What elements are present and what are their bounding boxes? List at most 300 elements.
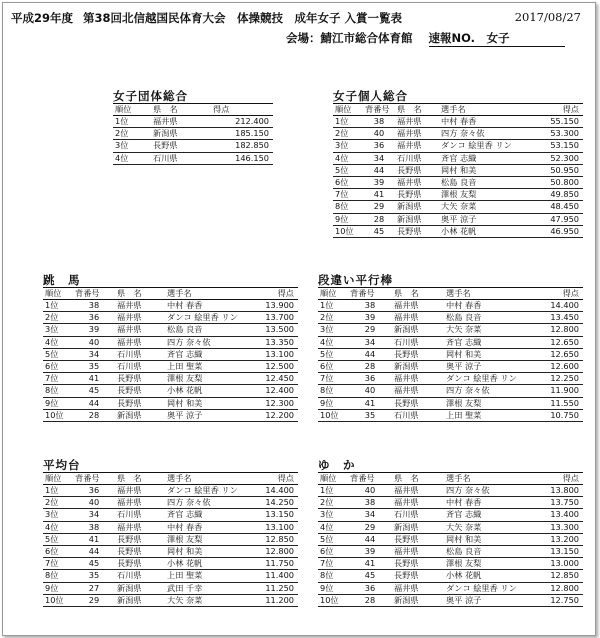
pref-cell: 福井県 bbox=[395, 177, 439, 189]
pref-cell: 福井県 bbox=[392, 546, 444, 558]
athlete-cell: 中村 春香 bbox=[165, 521, 253, 533]
score-cell: 13.200 bbox=[536, 533, 583, 545]
table-row bbox=[43, 348, 298, 360]
score-cell: 13.900 bbox=[253, 300, 298, 312]
col-rank: 順位 bbox=[43, 288, 73, 300]
pref-cell: 石川県 bbox=[115, 348, 165, 360]
score-cell: 12.650 bbox=[536, 348, 583, 360]
col-score: 得点 bbox=[536, 288, 583, 300]
rank-cell: 2位 bbox=[318, 497, 348, 509]
athlete-cell: 上田 聖菜 bbox=[165, 361, 253, 373]
bars-title: 段違い平行棒 bbox=[318, 273, 583, 288]
col-rank: 順位 bbox=[43, 473, 73, 485]
table-row bbox=[43, 300, 298, 312]
athlete-cell: 四方 奈々依 bbox=[165, 336, 253, 348]
athlete-cell: 斉官 志織 bbox=[165, 509, 253, 521]
score-cell: 55.150 bbox=[537, 116, 583, 128]
col-bib: 背番号 bbox=[73, 473, 115, 485]
rank-cell: 9位 bbox=[318, 582, 348, 594]
rank-cell: 3位 bbox=[318, 324, 348, 336]
table-row bbox=[333, 140, 583, 152]
pref-cell: 福井県 bbox=[115, 300, 165, 312]
bib-cell: 44 bbox=[73, 546, 115, 558]
rank-cell: 8位 bbox=[43, 570, 73, 582]
bib-cell: 39 bbox=[73, 324, 115, 336]
score-cell: 13.150 bbox=[253, 509, 298, 521]
bib-cell: 40 bbox=[73, 336, 115, 348]
athlete-cell: 澤根 友梨 bbox=[444, 397, 536, 409]
table-row bbox=[318, 300, 583, 312]
rank-cell: 10位 bbox=[43, 409, 73, 421]
bib-cell: 44 bbox=[73, 397, 115, 409]
bib-cell: 28 bbox=[73, 409, 115, 421]
score-cell: 11.250 bbox=[253, 582, 298, 594]
bib-cell: 34 bbox=[73, 348, 115, 360]
bib-cell: 41 bbox=[363, 189, 395, 201]
athlete-cell: 大矢 奈菜 bbox=[439, 201, 537, 213]
rank-cell: 4位 bbox=[333, 152, 363, 164]
team-rows bbox=[113, 116, 273, 165]
bib-cell: 36 bbox=[73, 312, 115, 324]
table-row bbox=[43, 546, 298, 558]
col-pref: 県 名 bbox=[392, 288, 444, 300]
rank-cell: 4位 bbox=[43, 336, 73, 348]
rank-cell: 4位 bbox=[318, 521, 348, 533]
individual-table bbox=[333, 104, 583, 238]
team-table bbox=[113, 104, 273, 165]
pref-cell: 長野県 bbox=[115, 397, 165, 409]
bib-cell: 40 bbox=[348, 385, 392, 397]
table-row bbox=[333, 164, 583, 176]
bib-cell: 39 bbox=[348, 312, 392, 324]
pref-cell: 長野県 bbox=[115, 385, 165, 397]
rank-cell: 5位 bbox=[318, 533, 348, 545]
bib-cell: 38 bbox=[348, 497, 392, 509]
table-row bbox=[43, 509, 298, 521]
score-cell: 12.850 bbox=[536, 570, 583, 582]
rank-cell: 4位 bbox=[113, 152, 151, 164]
rank-cell: 6位 bbox=[43, 361, 73, 373]
athlete-cell: 大矢 奈菜 bbox=[165, 594, 253, 606]
pref-cell: 石川県 bbox=[392, 336, 444, 348]
bib-cell: 38 bbox=[73, 300, 115, 312]
table-row bbox=[318, 324, 583, 336]
col-pref: 県 名 bbox=[395, 104, 439, 116]
athlete-cell: 奥平 涼子 bbox=[444, 361, 536, 373]
bib-cell: 34 bbox=[73, 509, 115, 521]
pref-cell: 長野県 bbox=[395, 225, 439, 237]
table-row bbox=[318, 409, 583, 421]
pref-cell: 石川県 bbox=[392, 409, 444, 421]
table-row bbox=[43, 409, 298, 421]
score-cell: 11.550 bbox=[536, 397, 583, 409]
athlete-cell: 小林 花帆 bbox=[444, 570, 536, 582]
bars-section bbox=[318, 273, 583, 422]
col-bib: 背番号 bbox=[363, 104, 395, 116]
table-row bbox=[43, 497, 298, 509]
bib-cell: 38 bbox=[348, 300, 392, 312]
rank-cell: 1位 bbox=[318, 485, 348, 497]
pref-cell: 新潟県 bbox=[392, 521, 444, 533]
pref-cell: 石川県 bbox=[115, 570, 165, 582]
athlete-cell: 武田 千幸 bbox=[165, 582, 253, 594]
table-row bbox=[318, 582, 583, 594]
bars-header-row bbox=[318, 288, 583, 300]
rank-cell: 10位 bbox=[43, 594, 73, 606]
score-cell: 13.700 bbox=[253, 312, 298, 324]
bib-cell: 36 bbox=[348, 373, 392, 385]
athlete-cell: 四方 奈々依 bbox=[444, 385, 536, 397]
bib-cell: 44 bbox=[348, 348, 392, 360]
pref-cell: 新潟県 bbox=[115, 409, 165, 421]
pref-cell: 福井県 bbox=[392, 582, 444, 594]
pref-cell: 福井県 bbox=[115, 485, 165, 497]
pref-cell: 長野県 bbox=[392, 348, 444, 360]
individual-title: 女子個人総合 bbox=[333, 89, 583, 104]
athlete-cell: 中村 春香 bbox=[444, 497, 536, 509]
athlete-cell: 澤根 友梨 bbox=[444, 558, 536, 570]
floor-section bbox=[318, 458, 583, 607]
results-sheet bbox=[2, 2, 596, 636]
score-cell: 52.300 bbox=[537, 152, 583, 164]
athlete-cell: 小林 花帆 bbox=[439, 225, 537, 237]
score-cell: 12.800 bbox=[536, 324, 583, 336]
athlete-cell: 岡村 和美 bbox=[444, 348, 536, 360]
rank-cell: 1位 bbox=[333, 116, 363, 128]
bib-cell: 41 bbox=[73, 533, 115, 545]
beam-section bbox=[43, 458, 298, 607]
bib-cell: 29 bbox=[73, 594, 115, 606]
table-row bbox=[43, 521, 298, 533]
score-cell: 14.250 bbox=[253, 497, 298, 509]
bib-cell: 38 bbox=[73, 521, 115, 533]
athlete-cell: ダンコ 絵里香 リン bbox=[165, 485, 253, 497]
athlete-cell: 岡村 和美 bbox=[165, 397, 253, 409]
bars-rows bbox=[318, 300, 583, 422]
pref-cell: 福井県 bbox=[392, 312, 444, 324]
header-year: 平成29年度 bbox=[11, 11, 74, 25]
athlete-cell: 岡村 和美 bbox=[444, 533, 536, 545]
bib-cell: 29 bbox=[348, 324, 392, 336]
table-row bbox=[113, 128, 273, 140]
score-cell: 13.150 bbox=[536, 546, 583, 558]
rank-cell: 6位 bbox=[318, 546, 348, 558]
score-cell: 53.300 bbox=[537, 128, 583, 140]
score-cell: 12.650 bbox=[536, 336, 583, 348]
bib-cell: 35 bbox=[348, 409, 392, 421]
col-rank: 順位 bbox=[113, 104, 151, 116]
score-cell: 12.750 bbox=[536, 594, 583, 606]
rank-cell: 8位 bbox=[318, 570, 348, 582]
rank-cell: 7位 bbox=[43, 558, 73, 570]
score-cell: 14.400 bbox=[253, 485, 298, 497]
pref-cell: 福井県 bbox=[115, 497, 165, 509]
bib-cell: 29 bbox=[363, 201, 395, 213]
table-row bbox=[333, 116, 583, 128]
team-title: 女子団体総合 bbox=[113, 89, 273, 104]
score-cell: 12.600 bbox=[536, 361, 583, 373]
beam-header-row bbox=[43, 473, 298, 485]
bib-cell: 28 bbox=[348, 594, 392, 606]
rank-cell: 1位 bbox=[318, 300, 348, 312]
score-cell: 182.850 bbox=[211, 140, 273, 152]
table-row bbox=[318, 594, 583, 606]
athlete-cell: 澤根 友梨 bbox=[439, 189, 537, 201]
score-cell: 12.450 bbox=[253, 373, 298, 385]
bib-cell: 36 bbox=[73, 485, 115, 497]
score-cell: 12.500 bbox=[253, 361, 298, 373]
pref-cell: 福井県 bbox=[392, 373, 444, 385]
pref-cell: 長野県 bbox=[392, 533, 444, 545]
beam-title: 平均台 bbox=[43, 458, 298, 473]
score-cell: 212.400 bbox=[211, 116, 273, 128]
table-row bbox=[333, 128, 583, 140]
rank-cell: 7位 bbox=[318, 373, 348, 385]
athlete-cell: 斉官 志織 bbox=[439, 152, 537, 164]
bulletin-label: 速報NO. 女子 bbox=[429, 30, 565, 47]
rank-cell: 6位 bbox=[333, 177, 363, 189]
athlete-cell: 上田 聖菜 bbox=[165, 570, 253, 582]
bib-cell: 36 bbox=[363, 140, 395, 152]
pref-cell: 長野県 bbox=[395, 189, 439, 201]
vault-title: 跳 馬 bbox=[43, 273, 298, 288]
score-cell: 13.300 bbox=[536, 521, 583, 533]
bib-cell: 28 bbox=[363, 213, 395, 225]
table-row bbox=[318, 373, 583, 385]
col-score: 得点 bbox=[536, 473, 583, 485]
table-row bbox=[43, 533, 298, 545]
score-cell: 12.300 bbox=[253, 397, 298, 409]
pref-cell: 石川県 bbox=[151, 152, 211, 164]
table-row bbox=[333, 225, 583, 237]
bib-cell: 27 bbox=[73, 582, 115, 594]
rank-cell: 8位 bbox=[333, 201, 363, 213]
athlete-cell: 中村 春香 bbox=[165, 300, 253, 312]
score-cell: 47.950 bbox=[537, 213, 583, 225]
rank-cell: 10位 bbox=[318, 594, 348, 606]
rank-cell: 1位 bbox=[43, 300, 73, 312]
pref-cell: 福井県 bbox=[395, 128, 439, 140]
table-row bbox=[43, 594, 298, 606]
score-cell: 11.900 bbox=[536, 385, 583, 397]
rank-cell: 9位 bbox=[318, 397, 348, 409]
pref-cell: 石川県 bbox=[395, 152, 439, 164]
score-cell: 146.150 bbox=[211, 152, 273, 164]
athlete-cell: 小林 花帆 bbox=[165, 558, 253, 570]
score-cell: 185.150 bbox=[211, 128, 273, 140]
score-cell: 53.150 bbox=[537, 140, 583, 152]
score-cell: 12.800 bbox=[536, 582, 583, 594]
pref-cell: 新潟県 bbox=[395, 213, 439, 225]
table-row bbox=[318, 312, 583, 324]
table-row bbox=[43, 570, 298, 582]
beam-table bbox=[43, 473, 298, 607]
individual-header-row bbox=[333, 104, 583, 116]
team-header-row bbox=[113, 104, 273, 116]
athlete-cell: 上田 聖菜 bbox=[444, 409, 536, 421]
pref-cell: 新潟県 bbox=[392, 594, 444, 606]
pref-cell: 長野県 bbox=[115, 558, 165, 570]
vault-table bbox=[43, 288, 298, 422]
score-cell: 13.000 bbox=[536, 558, 583, 570]
venue-line bbox=[286, 30, 565, 47]
bib-cell: 40 bbox=[363, 128, 395, 140]
table-row bbox=[318, 336, 583, 348]
table-row bbox=[113, 116, 273, 128]
score-cell: 13.400 bbox=[536, 509, 583, 521]
bib-cell: 45 bbox=[363, 225, 395, 237]
col-athlete: 選手名 bbox=[444, 288, 536, 300]
rank-cell: 6位 bbox=[43, 546, 73, 558]
table-row bbox=[333, 213, 583, 225]
rank-cell: 6位 bbox=[318, 361, 348, 373]
col-pref: 県 名 bbox=[115, 473, 165, 485]
score-cell: 11.400 bbox=[253, 570, 298, 582]
bib-cell: 35 bbox=[73, 361, 115, 373]
bib-cell: 45 bbox=[73, 385, 115, 397]
table-row bbox=[318, 558, 583, 570]
rank-cell: 4位 bbox=[43, 521, 73, 533]
table-row bbox=[113, 152, 273, 164]
bib-cell: 45 bbox=[348, 570, 392, 582]
table-row bbox=[43, 582, 298, 594]
athlete-cell: 澤根 友梨 bbox=[165, 533, 253, 545]
table-row bbox=[43, 361, 298, 373]
athlete-cell: 小林 花帆 bbox=[165, 385, 253, 397]
rank-cell: 2位 bbox=[43, 497, 73, 509]
rank-cell: 1位 bbox=[43, 485, 73, 497]
table-row bbox=[43, 558, 298, 570]
bib-cell: 40 bbox=[73, 497, 115, 509]
rank-cell: 3位 bbox=[113, 140, 151, 152]
bib-cell: 38 bbox=[363, 116, 395, 128]
score-cell: 49.850 bbox=[537, 189, 583, 201]
table-row bbox=[318, 546, 583, 558]
rank-cell: 1位 bbox=[113, 116, 151, 128]
rank-cell: 8位 bbox=[43, 385, 73, 397]
pref-cell: 福井県 bbox=[395, 116, 439, 128]
score-cell: 13.450 bbox=[536, 312, 583, 324]
athlete-cell: 斉官 志織 bbox=[444, 336, 536, 348]
table-row bbox=[333, 201, 583, 213]
col-bib: 背番号 bbox=[348, 473, 392, 485]
athlete-cell: 澤根 友梨 bbox=[165, 373, 253, 385]
bib-cell: 40 bbox=[348, 485, 392, 497]
pref-cell: 長野県 bbox=[151, 140, 211, 152]
col-pref: 県 名 bbox=[151, 104, 211, 116]
rank-cell: 5位 bbox=[43, 533, 73, 545]
table-row bbox=[333, 152, 583, 164]
rank-cell: 3位 bbox=[318, 509, 348, 521]
athlete-cell: 四方 奈々依 bbox=[165, 497, 253, 509]
table-row bbox=[318, 397, 583, 409]
bib-cell: 34 bbox=[348, 336, 392, 348]
col-athlete: 選手名 bbox=[444, 473, 536, 485]
rank-cell: 9位 bbox=[43, 582, 73, 594]
header-date: 2017/08/27 bbox=[514, 10, 581, 24]
athlete-cell: ダンコ 絵里香 リン bbox=[439, 140, 537, 152]
score-cell: 50.950 bbox=[537, 164, 583, 176]
rank-cell: 8位 bbox=[318, 385, 348, 397]
bib-cell: 39 bbox=[363, 177, 395, 189]
pref-cell: 新潟県 bbox=[115, 594, 165, 606]
score-cell: 12.200 bbox=[253, 409, 298, 421]
col-pref: 県 名 bbox=[115, 288, 165, 300]
col-score: 得点 bbox=[211, 104, 273, 116]
athlete-cell: 松島 良音 bbox=[444, 546, 536, 558]
bib-cell: 34 bbox=[363, 152, 395, 164]
pref-cell: 長野県 bbox=[115, 373, 165, 385]
athlete-cell: ダンコ 絵里香 リン bbox=[165, 312, 253, 324]
table-row bbox=[318, 570, 583, 582]
rank-cell: 9位 bbox=[43, 397, 73, 409]
table-row bbox=[43, 336, 298, 348]
pref-cell: 長野県 bbox=[115, 546, 165, 558]
rank-cell: 3位 bbox=[43, 324, 73, 336]
bib-cell: 34 bbox=[348, 509, 392, 521]
rank-cell: 10位 bbox=[318, 409, 348, 421]
athlete-cell: ダンコ 絵里香 リン bbox=[444, 582, 536, 594]
individual-rows bbox=[333, 116, 583, 238]
pref-cell: 長野県 bbox=[395, 164, 439, 176]
athlete-cell: 松島 良音 bbox=[439, 177, 537, 189]
athlete-cell: 中村 春香 bbox=[439, 116, 537, 128]
col-athlete: 選手名 bbox=[165, 288, 253, 300]
pref-cell: 石川県 bbox=[115, 509, 165, 521]
rank-cell: 5位 bbox=[318, 348, 348, 360]
athlete-cell: 斉官 志織 bbox=[165, 348, 253, 360]
rank-cell: 2位 bbox=[43, 312, 73, 324]
venue-label: 会場：鯖江市総合体育館 bbox=[286, 31, 413, 45]
bib-cell: 39 bbox=[348, 546, 392, 558]
score-cell: 48.450 bbox=[537, 201, 583, 213]
pref-cell: 福井県 bbox=[392, 300, 444, 312]
bib-cell: 36 bbox=[348, 582, 392, 594]
col-pref: 県 名 bbox=[392, 473, 444, 485]
rank-cell: 9位 bbox=[333, 213, 363, 225]
score-cell: 14.400 bbox=[536, 300, 583, 312]
table-row bbox=[318, 533, 583, 545]
pref-cell: 福井県 bbox=[115, 324, 165, 336]
rank-cell: 7位 bbox=[318, 558, 348, 570]
athlete-cell: 四方 奈々依 bbox=[444, 485, 536, 497]
pref-cell: 福井県 bbox=[392, 485, 444, 497]
athlete-cell: 中村 春香 bbox=[444, 300, 536, 312]
team-section bbox=[113, 89, 273, 165]
score-cell: 13.800 bbox=[536, 485, 583, 497]
header-title bbox=[11, 10, 402, 26]
score-cell: 50.800 bbox=[537, 177, 583, 189]
score-cell: 13.100 bbox=[253, 521, 298, 533]
athlete-cell: 斉官 志織 bbox=[444, 509, 536, 521]
rank-cell: 2位 bbox=[113, 128, 151, 140]
vault-rows bbox=[43, 300, 298, 422]
rank-cell: 3位 bbox=[333, 140, 363, 152]
pref-cell: 新潟県 bbox=[115, 582, 165, 594]
col-score: 得点 bbox=[253, 288, 298, 300]
col-rank: 順位 bbox=[318, 473, 348, 485]
col-rank: 順位 bbox=[318, 288, 348, 300]
athlete-cell: 岡村 和美 bbox=[165, 546, 253, 558]
score-cell: 11.200 bbox=[253, 594, 298, 606]
rank-cell: 3位 bbox=[43, 509, 73, 521]
score-cell: 12.400 bbox=[253, 385, 298, 397]
bib-cell: 44 bbox=[363, 164, 395, 176]
bars-table bbox=[318, 288, 583, 422]
athlete-cell: 大矢 奈菜 bbox=[444, 324, 536, 336]
athlete-cell: 奥平 涼子 bbox=[444, 594, 536, 606]
pref-cell: 長野県 bbox=[115, 533, 165, 545]
